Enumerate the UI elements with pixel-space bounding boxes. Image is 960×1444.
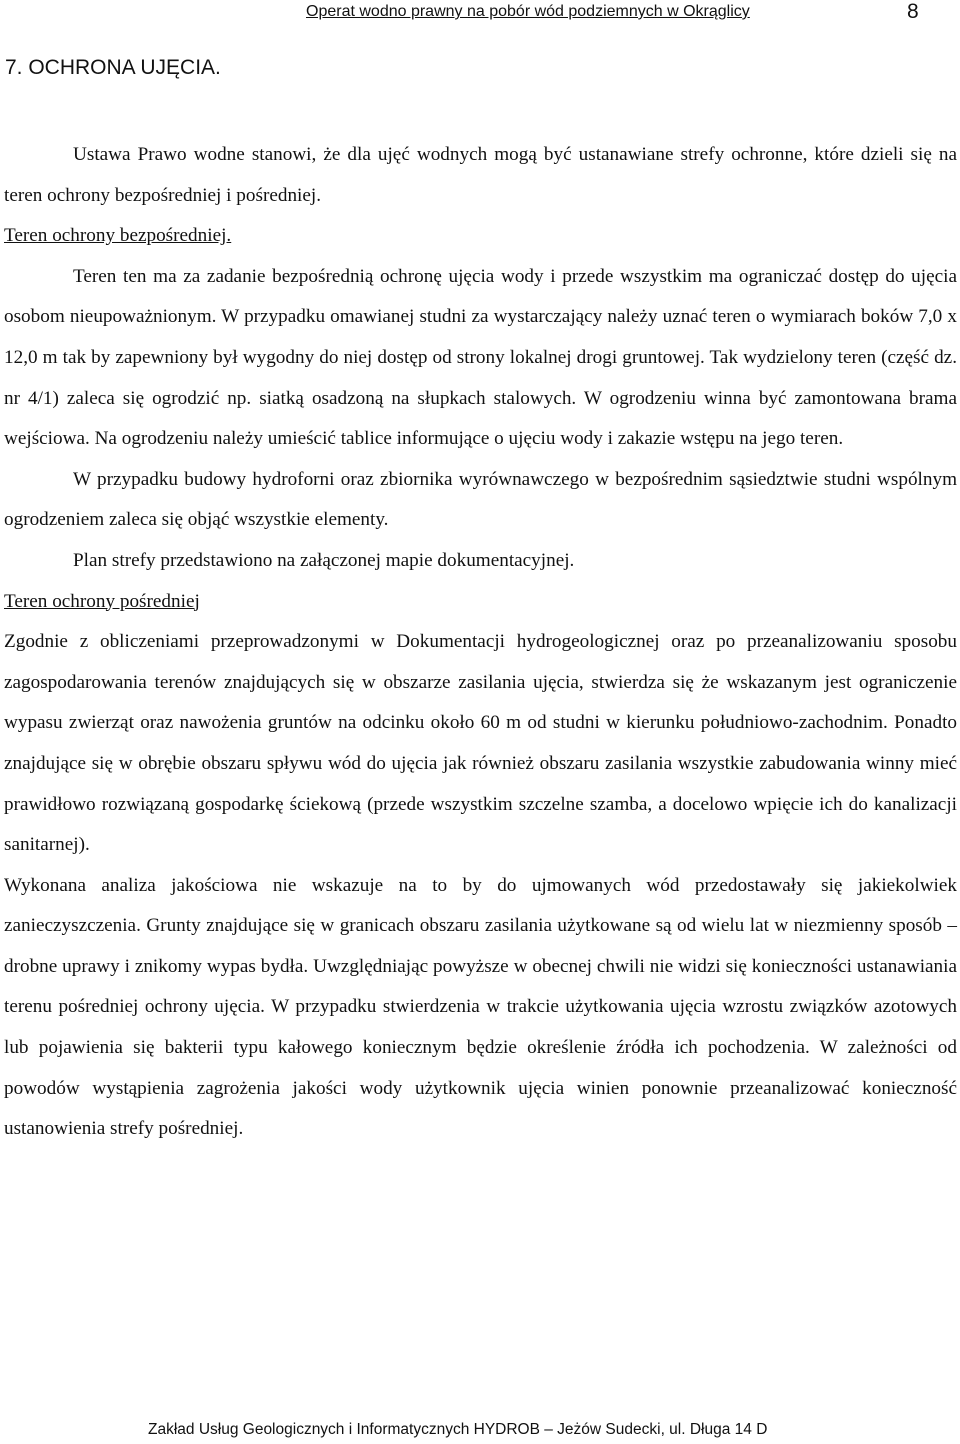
intro-paragraph: Ustawa Prawo wodne stanowi, że dla ujęć wodnych mogą być ustanawiane strefy ochronne, które dzieli się na teren ochrony bezpośredniej i pośredniej.	[4, 144, 957, 206]
document-body	[4, 135, 957, 1150]
indirect-protection-paragraph-1: Zgodnie z obliczeniami przeprowadzonymi w Dokumentacji hydrogeologicznej oraz po przeanalizowaniu sposobu zagospodarowania terenów znajdujących się w obszarze zasilania ujęcia, stwierdza się że wskazanym jest ograniczenie wypasu zwierząt oraz nawożenia gruntów na odcinku około 60 m od studni w kierunku południowo-zachodnim. Ponadto znajdujące się w obrębie obszaru spływu wód do ujęcia jak również obszaru zasilania wszystkie zabudowania winny mieć prawidłowo rozwiązaną gospodarkę ściekową (przede wszystkim szczelne szamba, a docelowo wpięcie ich do kanalizacji sanitarnej).	[4, 631, 957, 856]
running-header: Operat wodno prawny na pobór wód podziemnych w Okrąglicy	[306, 3, 750, 20]
page-footer: Zakład Usług Geologicznych i Informatycznych HYDROB – Jeżów Sudecki, ul. Długa 14 D	[148, 1421, 768, 1438]
indirect-protection-paragraph-2: Wykonana analiza jakościowa nie wskazuje na to by do ujmowanych wód przedostawały się jakiekolwiek zanieczyszczenia. Grunty znajdujące się w granicach obszaru zasilania użytkowane są od wielu lat w niezmienny sposób – drobne uprawy i znikomy wypas bydła. Uwzględniając powyższe w obecnej chwili nie widzi się konieczności ustanawiania terenu pośredniej ochrony ujęcia. W przypadku stwierdzenia w trakcie użytkowania ujęcia wzrostu związków azotowych lub pojawienia się bakterii typu kałowego koniecznym będzie określenie źródła ich pochodzenia. W zależności od powodów wystąpienia zagrożenia jakości wody użytkownik ujęcia winien ponownie przeanalizować konieczność ustanowienia strefy pośredniej.	[4, 874, 957, 1140]
indirect-protection-heading: Teren ochrony pośredniej	[4, 590, 200, 612]
direct-protection-paragraph-1: Teren ten ma za zadanie bezpośrednią ochronę ujęcia wody i przede wszystkim ma ograniczać dostęp do ujęcia osobom nieupoważnionym. W przypadku omawianej studni za wystarczający należy uznać teren o wymiarach boków 7,0 x 12,0 m tak by zapewniony był wygodny do niej dostęp od strony lokalnej drogi gruntowej. Tak wydzielony teren (część dz. nr 4/1) zaleca się ogrodzić np. siatką osadzoną na słupkach stalowych. W ogrodzeniu winna być zamontowana brama wejściowa. Na ogrodzeniu należy umieścić tablice informujące o ujęciu wody i zakazie wstępu na jego teren.	[4, 265, 957, 450]
direct-protection-paragraph-3: Plan strefy przedstawiono na załączonej mapie dokumentacyjnej.	[73, 549, 575, 571]
direct-protection-heading: Teren ochrony bezpośredniej.	[4, 225, 232, 247]
direct-protection-paragraph-2: W przypadku budowy hydroforni oraz zbiornika wyrównawczego w bezpośrednim sąsiedztwie studni wspólnym ogrodzeniem zaleca się objąć wszystkie elementy.	[4, 468, 957, 531]
page-number: 8	[907, 0, 919, 23]
section-heading: 7. OCHRONA UJĘCIA.	[5, 56, 221, 79]
